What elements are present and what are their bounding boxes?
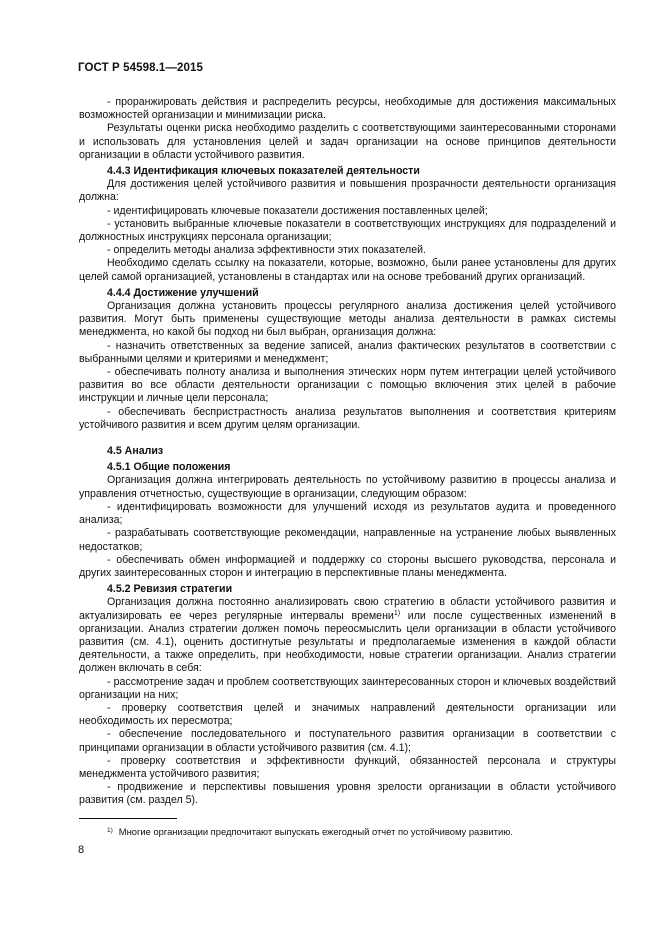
- paragraph: [79, 122, 616, 162]
- paragraph: [79, 406, 616, 432]
- paragraph: [79, 244, 616, 257]
- section-heading: [79, 165, 616, 178]
- paragraph: [79, 474, 616, 500]
- section-heading: [79, 287, 616, 300]
- paragraph-text: - проверку соответствия целей и значимых направлений деятельности организации или необходимость их пересмотра;: [79, 701, 616, 728]
- paragraph-text: - обеспечивать полноту анализа и выполнения этических норм путем интеграции целей устойчивого развития во все области деятельности организации с помощью включения этих целей в рабочие инструкции и личные цели персонала;: [79, 366, 616, 405]
- paragraph-text: - установить выбранные ключевые показатели в соответствующих инструкциях для подразделений и должностных инструкциях персонала организации;: [79, 217, 616, 244]
- paragraph: [79, 340, 616, 366]
- paragraph-text: 4.5.2 Ревизия стратегии: [107, 583, 233, 596]
- paragraph-text: Для достижения целей устойчивого развития и повышения прозрачности деятельности организация должна:: [79, 178, 616, 204]
- paragraph-text: - проверку соответствия и эффективности функций, обязанностей персонала и структуры менеджмента устойчивого развития;: [79, 754, 616, 780]
- paragraph-text: Организация должна установить процессы регулярного анализа достижения целей устойчивого развития. Могут быть применены существующие методы анализа деятельности в рамках системы менеджмента, но какой бы подход ни был выбран, организация должна:: [79, 300, 616, 339]
- footnote: [107, 826, 607, 838]
- paragraph-text: 4.5 Анализ: [107, 445, 164, 458]
- paragraph: [79, 300, 616, 340]
- paragraph-text: Результаты оценки риска необходимо разделить с соответствующими заинтересованными сторонами и использовать для установления целей и задач организации на основе принципов деятельности организации в области устойчивого развития.: [79, 122, 616, 161]
- paragraph: [79, 527, 616, 553]
- paragraph-text: - обеспечение последовательного и поступательного развития организации в соответствии с принципами организации в области устойчивого развития (см. 4.1);: [79, 728, 616, 754]
- standard-header: ГОСТ Р 54598.1—2015: [78, 62, 203, 74]
- paragraph: [79, 781, 616, 807]
- paragraph-text: - рассмотрение задач и проблем соответствующих заинтересованных сторон и ключевых воздействий организации на них;: [79, 675, 616, 701]
- paragraph-text: 4.5.1 Общие положения: [107, 461, 231, 474]
- footnote-text: Многие организации предпочитают выпускать ежегодный отчет по устойчивому развитию.: [118, 826, 513, 837]
- paragraph: [79, 728, 616, 754]
- paragraph: [79, 178, 616, 204]
- paragraph-text: - проранжировать действия и распределить ресурсы, необходимые для достижения максимальных возможностей организации и минимизации риска.: [79, 96, 616, 122]
- paragraph-text: - назначить ответственных за ведение записей, анализ фактических результатов в соответствии с выбранными целями и критериями и менеджмент;: [79, 339, 616, 365]
- paragraph-text: - разрабатывать соответствующие рекомендации, направленные на устранение любых выявленных недостатков;: [79, 527, 616, 553]
- paragraph-text: - обеспечивать обмен информацией и поддержку со стороны высшего руководства, персонала и других заинтересованных сторон и интеграцию в перспективные планы менеджмента.: [79, 553, 616, 579]
- paragraph: [79, 218, 616, 244]
- section-heading: [79, 461, 616, 474]
- section-heading: [79, 583, 616, 596]
- paragraph: [79, 676, 616, 702]
- paragraph: [79, 554, 616, 580]
- paragraph-text: - идентифицировать возможности для улучшений исходя из результатов аудита и проведенного анализа;: [79, 500, 616, 527]
- paragraph: [79, 96, 616, 122]
- paragraph: [79, 205, 616, 218]
- footnote-marker: 1): [107, 827, 113, 834]
- paragraph: [79, 702, 616, 728]
- paragraph-text: Необходимо сделать ссылку на показатели, которые, возможно, были ранее установлены для других целей самой организацией, установлены в стандартах или на основе требований других организаций.: [79, 257, 616, 283]
- paragraph-text: - обеспечивать беспристрастность анализа результатов выполнения и соответствия критериям устойчивого развития и всем другим целям организации.: [79, 405, 616, 431]
- paragraph-text: Организация должна постоянно анализировать свою стратегию в области устойчивого развития и актуализировать ее через регулярные интервалы времени: [79, 596, 616, 622]
- paragraph: [79, 501, 616, 527]
- paragraph-text: 4.4.4 Достижение улучшений: [107, 286, 259, 299]
- paragraph: [79, 257, 616, 283]
- section-heading: [79, 445, 616, 458]
- footnote-reference: 1): [393, 609, 401, 617]
- paragraph-text: - продвижение и перспективы повышения уровня зрелости организации в области устойчивого развития (см. раздел 5).: [79, 781, 616, 807]
- page-number: 8: [78, 844, 85, 856]
- paragraph: [79, 596, 616, 675]
- paragraph: [79, 755, 616, 781]
- paragraph-text-continued: или после существенных изменений в организации. Анализ стратегии должен помочь переосмыслить цели организации в области устойчивого развития (см. 4.1), оценить достигнутые результаты и предполагаемые изменения в каждой области деятельности, а также определить, при необходимости, новые стратегии организации. Анализ стратегии должен включать в себя:: [79, 609, 616, 675]
- paragraph: [79, 366, 616, 406]
- paragraph-text: - идентифицировать ключевые показатели достижения поставленных целей;: [107, 204, 488, 217]
- main-text: [79, 96, 616, 808]
- paragraph-text: - определить методы анализа эффективности этих показателей.: [107, 244, 426, 257]
- footnote-divider: [79, 818, 177, 819]
- paragraph-text: Организация должна интегрировать деятельность по устойчивому развитию в процессы анализа и управления отчетностью, существующие в организации, следующим образом:: [79, 474, 616, 500]
- paragraph-text: 4.4.3 Идентификация ключевых показателей деятельности: [107, 165, 420, 178]
